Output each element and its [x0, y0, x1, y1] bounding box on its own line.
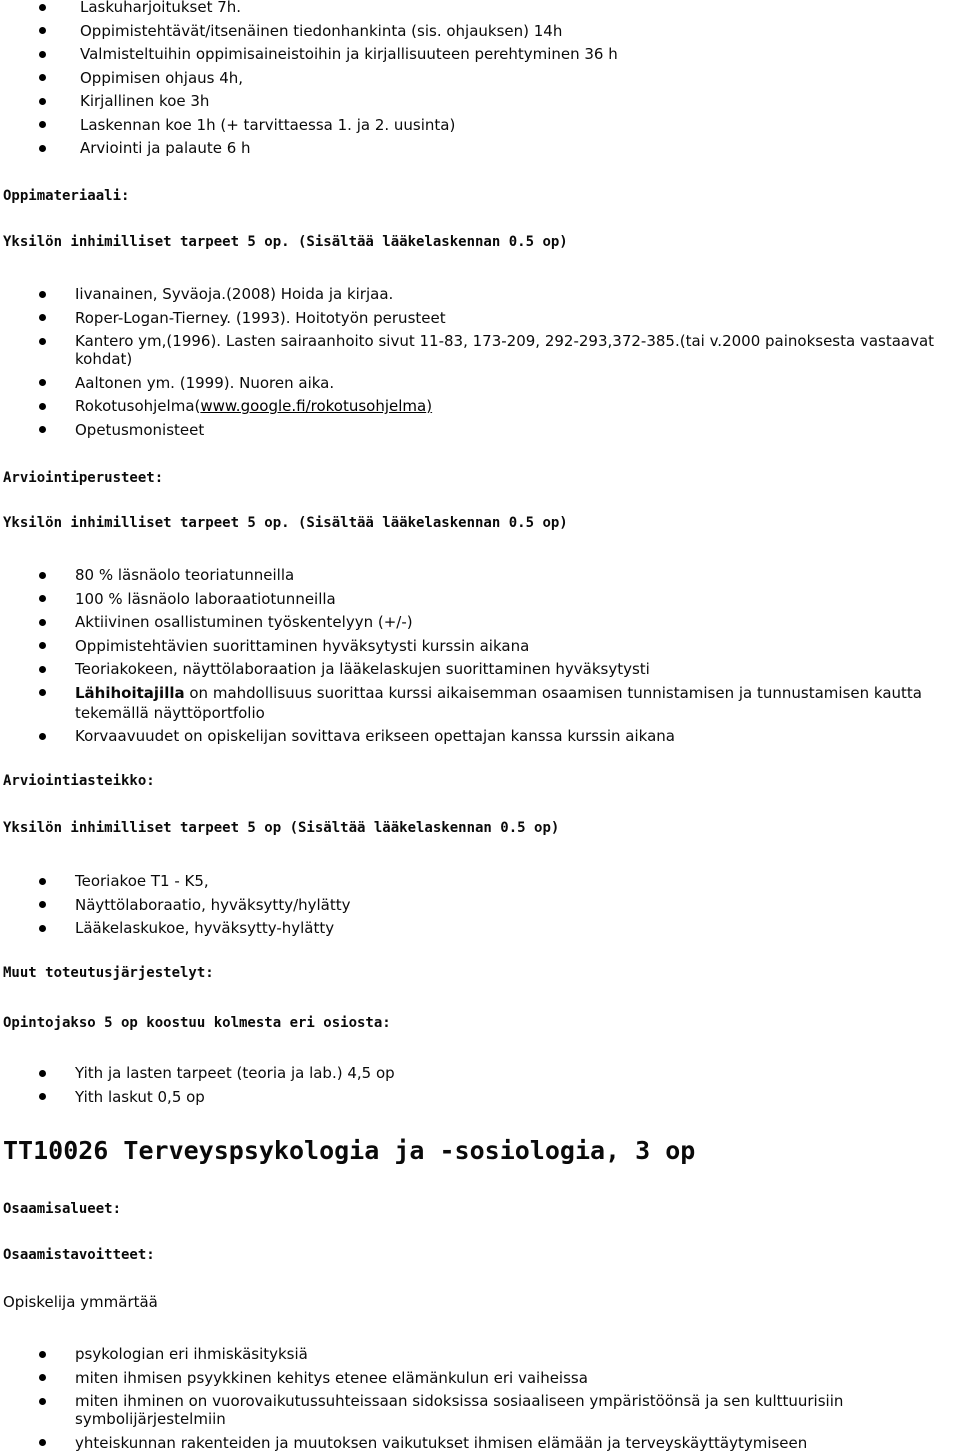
list-item-text: miten ihminen on vuorovaikutussuhteissaan sidoksissa sosiaaliseen ympäristöönsä ja sen kulttuurisiin symbolijärjestelmiin: [75, 1392, 844, 1428]
bullet-icon: [39, 733, 46, 740]
bullet-icon: [39, 51, 46, 58]
list-item-text: Rokotusohjelma(: [75, 397, 201, 415]
list-item: [0, 285, 960, 303]
bullet-icon: [39, 314, 46, 321]
list-item: [0, 91, 960, 111]
bullet-icon: [39, 1070, 46, 1077]
bullet-icon: [39, 595, 46, 602]
list-item: [0, 21, 960, 41]
list-item: [0, 421, 960, 439]
list-item-text: Arviointi ja palaute 6 h: [80, 139, 251, 157]
bullet-icon: [39, 98, 46, 105]
list-item: [0, 332, 960, 368]
list-item: [0, 1369, 960, 1387]
bullet-icon: [39, 27, 46, 34]
bullet-icon: [39, 642, 46, 649]
section-subheading-scale: Yksilön inhimilliset tarpeet 5 op (Sisältää lääkelaskennan 0.5 op): [3, 820, 560, 836]
list-item-text: psykologian eri ihmiskäsityksiä: [75, 1345, 308, 1363]
bullet-icon: [39, 379, 46, 386]
list-item: [0, 589, 960, 609]
section-heading-objectives: Osaamistavoitteet:: [3, 1247, 155, 1263]
list-item: [0, 565, 960, 585]
list-item: [0, 612, 960, 632]
section-heading-competence-areas: Osaamisalueet:: [3, 1201, 122, 1217]
rokotusohjelma-link[interactable]: www.google.fi/rokotusohjelma: [200, 397, 427, 415]
bullet-icon: [39, 901, 46, 908]
list-item: [0, 1063, 960, 1083]
section-heading-scale: Arviointiasteikko:: [3, 773, 155, 789]
list-item-text: Yith ja lasten tarpeet (teoria ja lab.) 4,5 op: [75, 1064, 395, 1082]
list-item: [0, 636, 960, 656]
bullet-icon: [39, 619, 46, 626]
section-heading-materials: Oppimateriaali:: [3, 188, 130, 204]
criteria-list: [0, 565, 960, 750]
study-hours-list: [0, 0, 960, 162]
bullet-icon: [39, 426, 46, 433]
list-item-text-suffix: ): [426, 397, 433, 415]
objectives-list: [0, 1345, 960, 1454]
bullet-icon: [39, 1351, 46, 1358]
list-item: [0, 918, 960, 938]
bullet-icon: [39, 121, 46, 128]
list-item: [0, 659, 960, 679]
composition-list: [0, 1063, 960, 1110]
list-item: [0, 1392, 960, 1428]
bullet-icon: [39, 403, 46, 410]
bullet-icon: [39, 4, 46, 11]
list-item: [0, 68, 960, 88]
list-item: [0, 871, 960, 891]
scale-list: [0, 871, 960, 942]
list-item: [0, 726, 960, 746]
materials-list: [0, 285, 960, 444]
list-item: [0, 374, 960, 392]
list-item: [0, 0, 960, 17]
list-item-text: Aktiivinen osallistuminen työskentelyyn (+/-): [75, 613, 413, 631]
bullet-icon: [39, 291, 46, 298]
bullet-icon: [39, 338, 46, 345]
bullet-icon: [39, 74, 46, 81]
list-item-text: Lääkelaskukoe, hyväksytty-hylätty: [75, 919, 335, 937]
list-item-text: 100 % läsnäolo laboraatiotunneilla: [75, 589, 336, 608]
bullet-icon: [39, 1398, 46, 1405]
list-item: [0, 309, 960, 327]
list-item-text: yhteiskunnan rakenteiden ja muutoksen vaikutukset ihmisen elämään ja terveyskäyttäytymiseen: [75, 1433, 808, 1452]
list-item-text: Kantero ym,(1996). Lasten sairaanhoito sivut 11-83, 173-209, 292-293,372-385.(tai v.2000 painoksesta vastaavat kohdat): [75, 332, 935, 368]
section-heading-criteria: Arviointiperusteet:: [3, 470, 164, 486]
list-item-text: Laskennan koe 1h (+ tarvittaessa 1. ja 2. uusinta): [80, 115, 456, 134]
bullet-icon: [39, 145, 46, 152]
list-item-text: Valmisteltuihin oppimisaineistoihin ja kirjallisuuteen perehtyminen 36 h: [80, 45, 618, 63]
list-item-text: Korvaavuudet on opiskelijan sovittava erikseen opettajan kanssa kurssin aikana: [75, 727, 675, 745]
bullet-icon: [39, 572, 46, 579]
bullet-icon: [39, 689, 46, 696]
list-item-text: 80 % läsnäolo teoriatunneilla: [75, 566, 295, 584]
list-item-text: Näyttölaboraatio, hyväksytty/hylätty: [75, 895, 351, 914]
bullet-icon: [39, 1439, 46, 1446]
list-item: [0, 138, 960, 158]
bullet-icon: [39, 1093, 46, 1100]
list-item-bold-text: Lähihoitajilla: [75, 683, 185, 702]
list-item: [0, 1087, 960, 1107]
bullet-icon: [39, 925, 46, 932]
bullet-icon: [39, 878, 46, 885]
list-item-text: Oppimisen ohjaus 4h,: [80, 68, 244, 87]
list-item-text: on mahdollisuus suorittaa kurssi aikaisemman osaamisen tunnistamisen ja tunnustamisen kautta tekemällä näyttöportfolio: [75, 683, 922, 722]
list-item-text: Opetusmonisteet: [75, 420, 205, 439]
list-item-text: Oppimistehtävien suorittaminen hyväksytysti kurssin aikana: [75, 636, 530, 655]
list-item-text: Kirjallinen koe 3h: [80, 92, 210, 110]
section-heading-other-arrangements: Muut toteutusjärjestelyt:: [3, 965, 214, 981]
list-item-text: Yith laskut 0,5 op: [75, 1087, 205, 1106]
section-subheading-criteria: Yksilön inhimilliset tarpeet 5 op. (Sisältää lääkelaskennan 0.5 op): [3, 515, 568, 531]
list-item: [0, 1434, 960, 1452]
list-item: [0, 1345, 960, 1363]
list-item-text: Laskuharjoitukset 7h.: [80, 0, 242, 16]
list-item: [0, 44, 960, 64]
list-item: [0, 397, 960, 415]
list-item-text: Iivanainen, Syväoja.(2008) Hoida ja kirjaa.: [75, 285, 394, 303]
list-item-text: Aaltonen ym. (1999). Nuoren aika.: [75, 373, 335, 392]
list-item: [0, 895, 960, 915]
list-item: [0, 115, 960, 135]
objectives-intro-text: Opiskelija ymmärtää: [3, 1293, 158, 1311]
list-item-text: Oppimistehtävät/itsenäinen tiedonhankinta (sis. ohjauksen) 14h: [80, 21, 563, 40]
bullet-icon: [39, 666, 46, 673]
list-item-text: Roper-Logan-Tierney. (1993). Hoitotyön perusteet: [75, 308, 446, 327]
list-item-text: Teoriakokeen, näyttölaboraation ja lääkelaskujen suorittaminen hyväksytysti: [75, 660, 650, 678]
bullet-icon: [39, 1374, 46, 1381]
list-item-text: Teoriakoe T1 - K5,: [75, 872, 209, 890]
section-subheading-materials: Yksilön inhimilliset tarpeet 5 op. (Sisältää lääkelaskennan 0.5 op): [3, 234, 568, 250]
list-item-text: miten ihmisen psyykkinen kehitys etenee elämänkulun eri vaiheissa: [75, 1368, 588, 1387]
list-item: [0, 683, 960, 723]
section-heading-composition: Opintojakso 5 op koostuu kolmesta eri osiosta:: [3, 1015, 391, 1031]
course-title: TT10026 Terveyspsykologia ja -sosiologia, 3 op: [3, 1136, 696, 1165]
